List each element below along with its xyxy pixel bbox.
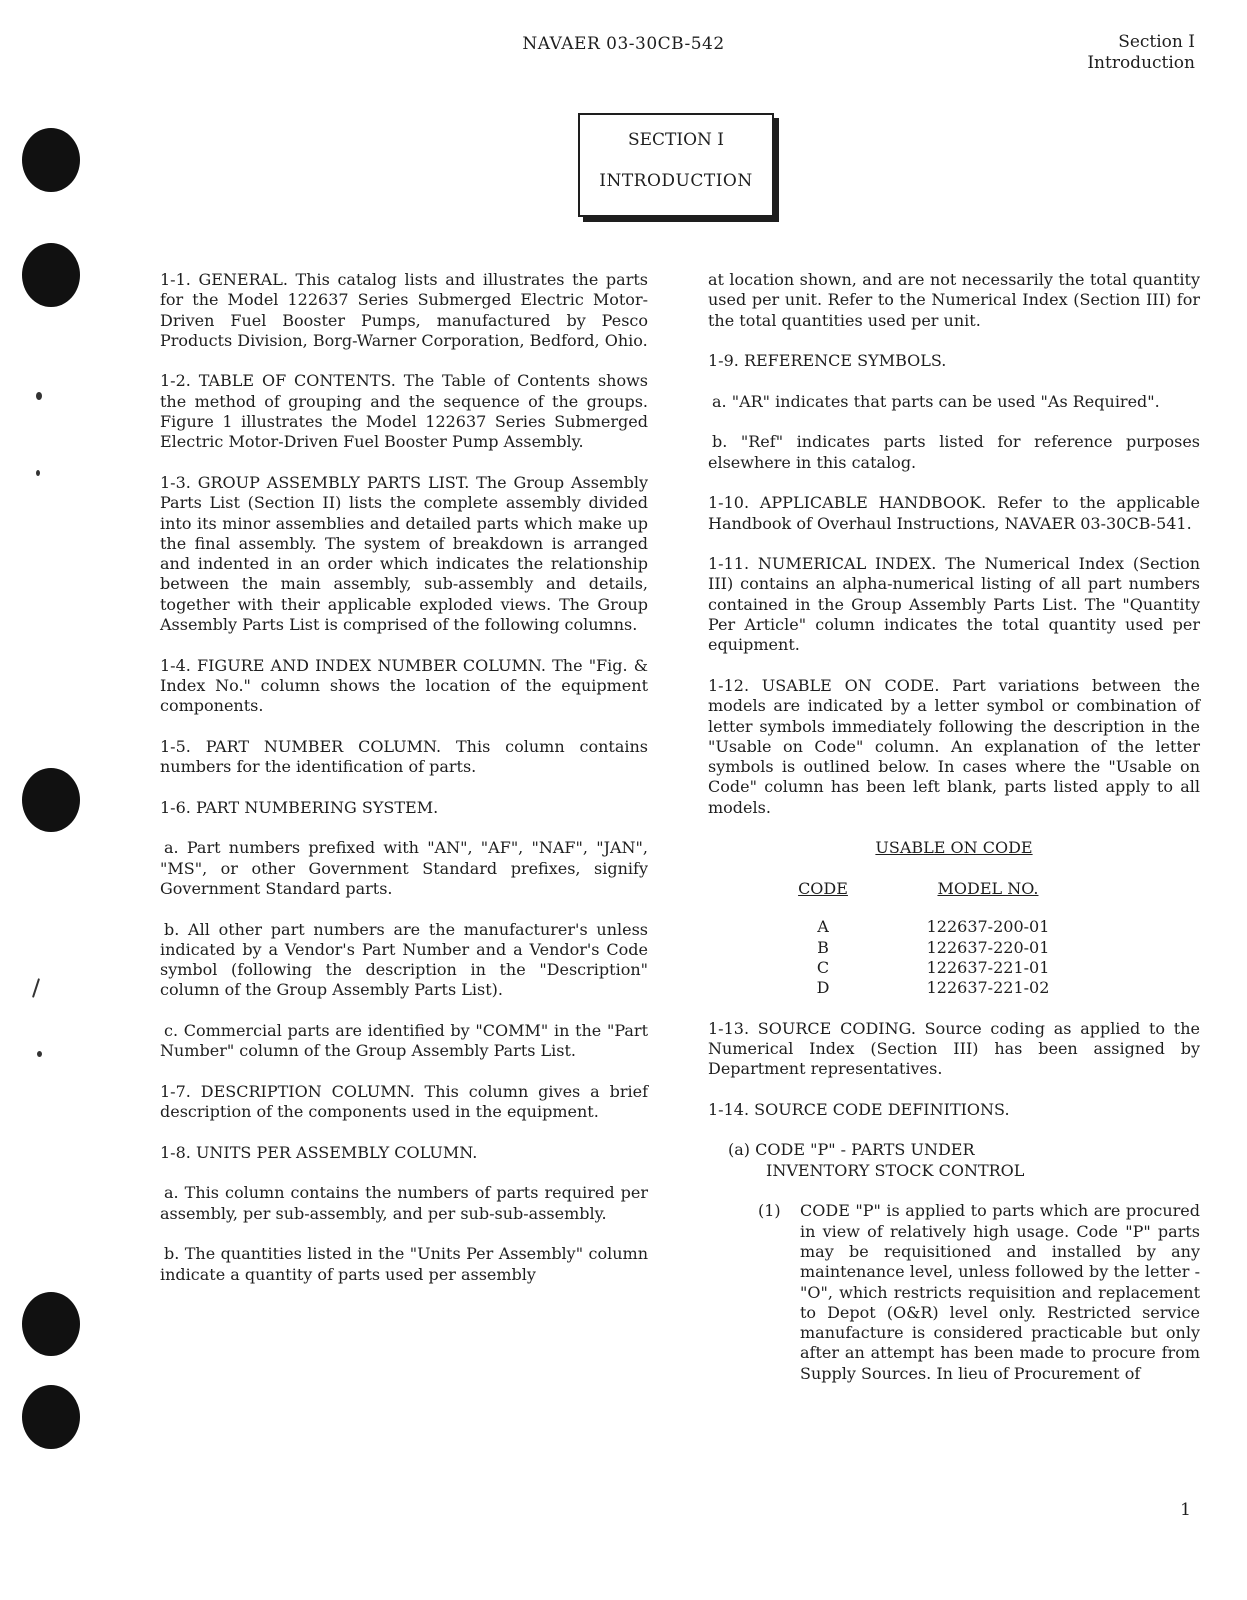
table-row — [778, 917, 1108, 937]
binder-hole — [22, 128, 80, 192]
paragraph-1-3: 1-3. GROUP ASSEMBLY PARTS LIST. The Group Assembly Parts List (Section II) lists the complete assembly divided into its minor assemblies and detailed parts which make up the final assembly. The system of breakdown is arranged and indented in an order which indicates the relationship between the main assembly, sub-assembly and details, together with their applicable exploded views. The Group Assembly Parts List is comprised of the following columns. — [160, 472, 648, 635]
paragraph-1-7: 1-7. DESCRIPTION COLUMN. This column gives a brief description of the components used in the equipment. — [160, 1081, 648, 1122]
right-column — [708, 270, 1200, 1384]
scan-speck — [36, 470, 40, 476]
paragraph-1-14: 1-14. SOURCE CODE DEFINITIONS. — [708, 1099, 1010, 1119]
paragraph-continued: at location shown, and are not necessarily the total quantity used per unit. Refer to the Numerical Index (Section III) for the total quantities used per unit. — [708, 270, 1200, 330]
item-label-a: (a) — [728, 1140, 751, 1160]
section-title: SECTION I — [627, 130, 725, 150]
section-title-box — [578, 113, 774, 217]
code-cell: B — [817, 937, 829, 957]
section-subtitle: INTRODUCTION — [599, 171, 753, 191]
paragraph-code-p-heading — [728, 1140, 1200, 1181]
left-column — [160, 270, 648, 1305]
table-row — [778, 938, 1108, 958]
table-row — [778, 958, 1108, 978]
scan-speck — [36, 392, 42, 400]
paragraph-1-8: 1-8. UNITS PER ASSEMBLY COLUMN. — [160, 1142, 478, 1162]
section-label: Section I — [1118, 32, 1195, 52]
binder-hole — [22, 243, 80, 307]
column-header-code: CODE — [798, 878, 848, 898]
paragraph-1-6: 1-6. PART NUMBERING SYSTEM. — [160, 797, 439, 817]
paragraph-1-2: 1-2. TABLE OF CONTENTS. The Table of Contents shows the method of grouping and the sequence of the groups. Figure 1 illustrates the Model 122637 Series Submerged Electric Motor-Driven Fuel Booster Pump Assembly. — [160, 371, 648, 452]
scan-speck — [32, 978, 40, 998]
code-cell: D — [816, 978, 830, 998]
paragraph-1-1: 1-1. GENERAL. This catalog lists and illustrates the parts for the Model 122637 Series Submerged Electric Motor-Driven Fuel Booster Pumps, manufactured by Pesco Products Division, Borg-Warner Corporation, Bedford, Ohio. — [160, 270, 648, 350]
model-cell: 122637-220-01 — [926, 937, 1050, 957]
paragraph-1-6b: b. All other part numbers are the manufacturer's unless indicated by a Vendor's Part Number and a Vendor's Code symbol (following the description in the "Description" column of the Group Assembly Parts List). — [160, 919, 648, 1000]
paragraph-1-11: 1-11. NUMERICAL INDEX. The Numerical Index (Section III) contains an alpha-numerical listing of all part numbers contained in the Group Assembly Parts List. The "Quantity Per Article" column indicates the total quantity used per equipment. — [708, 554, 1200, 655]
paragraph-1-9b: b. "Ref" indicates parts listed for reference purposes elsewhere in this catalog. — [708, 432, 1200, 472]
code-p-detail-text: CODE "P" is applied to parts which are procured in view of relatively high usage. Code "P" parts may be requisitioned and installed by any maintenance level, unless followed by the letter - "O", which restricts requisition and replacement to Depot (O&R) level only. Restricted service manufacture is considered practicable but only after an attempt has been made to procure from Supply Sources. In lieu of Procurement of — [800, 1201, 1200, 1383]
table-row — [778, 978, 1108, 998]
paragraph-code-p-detail — [758, 1201, 1200, 1384]
code-p-heading-line2: INVENTORY STOCK CONTROL — [766, 1160, 1025, 1180]
paragraph-1-8a: a. This column contains the numbers of parts required per assembly, per sub-assembly, and per sub-sub-assembly. — [160, 1183, 648, 1223]
binder-hole — [22, 1292, 80, 1356]
paragraph-1-6a: a. Part numbers prefixed with "AN", "AF", "NAF", "JAN", "MS", or other Government Standard prefixes, signify Government Standard parts. — [160, 838, 648, 898]
scan-speck — [37, 1051, 42, 1057]
section-header — [1087, 32, 1195, 74]
paragraph-1-9: 1-9. REFERENCE SYMBOLS. — [708, 351, 947, 371]
item-label-1: (1) — [758, 1201, 781, 1221]
code-cell: A — [817, 917, 829, 937]
section-sublabel: Introduction — [1087, 53, 1195, 73]
paragraph-1-5: 1-5. PART NUMBER COLUMN. This column contains numbers for the identification of parts. — [160, 736, 648, 777]
paragraph-1-6c: c. Commercial parts are identified by "COMM" in the "Part Number" column of the Group Assembly Parts List. — [160, 1020, 648, 1061]
code-p-heading-line1: CODE "P" - PARTS UNDER — [755, 1140, 975, 1160]
model-cell: 122637-221-02 — [926, 978, 1050, 998]
usable-code-table — [778, 879, 1108, 998]
paragraph-1-12: 1-12. USABLE ON CODE. Part variations between the models are indicated by a letter symbol or combination of letter symbols immediately following the description in the "Usable on Code" column. An explanation of the letter symbols is outlined below. In cases where the "Usable on Code" column has been left blank, parts listed apply to all models. — [708, 675, 1200, 817]
binder-hole — [22, 1385, 80, 1449]
usable-code-title: USABLE ON CODE — [875, 838, 1033, 858]
paragraph-1-4: 1-4. FIGURE AND INDEX NUMBER COLUMN. The "Fig. & Index No." column shows the location of the equipment components. — [160, 655, 648, 716]
model-cell: 122637-200-01 — [926, 917, 1050, 937]
page-number: 1 — [1180, 1500, 1191, 1520]
column-header-model: MODEL NO. — [937, 878, 1039, 898]
paragraph-1-10: 1-10. APPLICABLE HANDBOOK. Refer to the applicable Handbook of Overhaul Instructions, NAVAER 03-30CB-541. — [708, 493, 1200, 533]
paragraph-1-8b: b. The quantities listed in the "Units Per Assembly" column indicate a quantity of parts used per assembly — [160, 1244, 648, 1284]
document-number: NAVAER 03-30CB-542 — [522, 34, 725, 54]
paragraph-1-13: 1-13. SOURCE CODING. Source coding as applied to the Numerical Index (Section III) has been assigned by Department representatives. — [708, 1018, 1200, 1079]
paragraph-1-9a: a. "AR" indicates that parts can be used "As Required". — [712, 391, 1160, 411]
code-cell: C — [816, 957, 830, 977]
model-cell: 122637-221-01 — [926, 957, 1050, 977]
binder-hole — [22, 768, 80, 832]
table-header-row — [778, 879, 1108, 917]
